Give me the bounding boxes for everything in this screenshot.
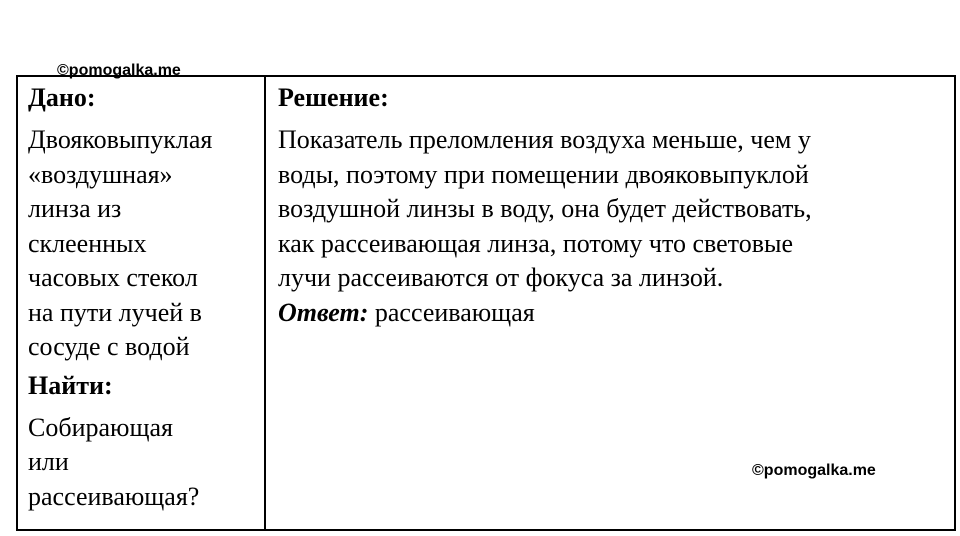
given-line: «воздушная» [28, 159, 173, 189]
answer-value: рассеивающая [374, 297, 535, 327]
solution-text [278, 123, 942, 296]
find-text [28, 411, 254, 515]
find-line: или [28, 447, 69, 476]
solution-heading: Решение: [278, 83, 389, 112]
given-heading: Дано: [28, 83, 96, 112]
given-line: часовых стекол [28, 263, 198, 292]
watermark-bottom: ©pomogalka.me [752, 462, 876, 479]
answer-line [278, 296, 942, 331]
solution-line: Показатель преломления воздуха меньше, чем у [278, 125, 811, 154]
solution-line: воды, поэтому при помещении двояковыпуклой [278, 159, 809, 189]
solution-line: как рассеивающая линза, потому что световые [278, 228, 793, 258]
given-text [28, 123, 254, 365]
find-line: рассеивающая? [28, 481, 200, 511]
watermark-top: ©pomogalka.me [57, 62, 181, 79]
given-column [18, 77, 266, 529]
solution-line: лучи рассеиваются от фокуса за линзой. [278, 263, 724, 292]
answer-label: Ответ: [278, 297, 369, 327]
find-heading: Найти: [28, 370, 113, 400]
given-line: склеенных [28, 228, 147, 258]
given-line: линза из [28, 194, 122, 223]
given-line: сосуде с водой [28, 332, 190, 361]
given-line: на пути лучей в [28, 297, 202, 327]
find-line: Собирающая [28, 412, 173, 442]
solution-line: воздушной линзы в воду, она будет действовать, [278, 194, 812, 223]
given-line: Двояковыпуклая [28, 125, 213, 154]
